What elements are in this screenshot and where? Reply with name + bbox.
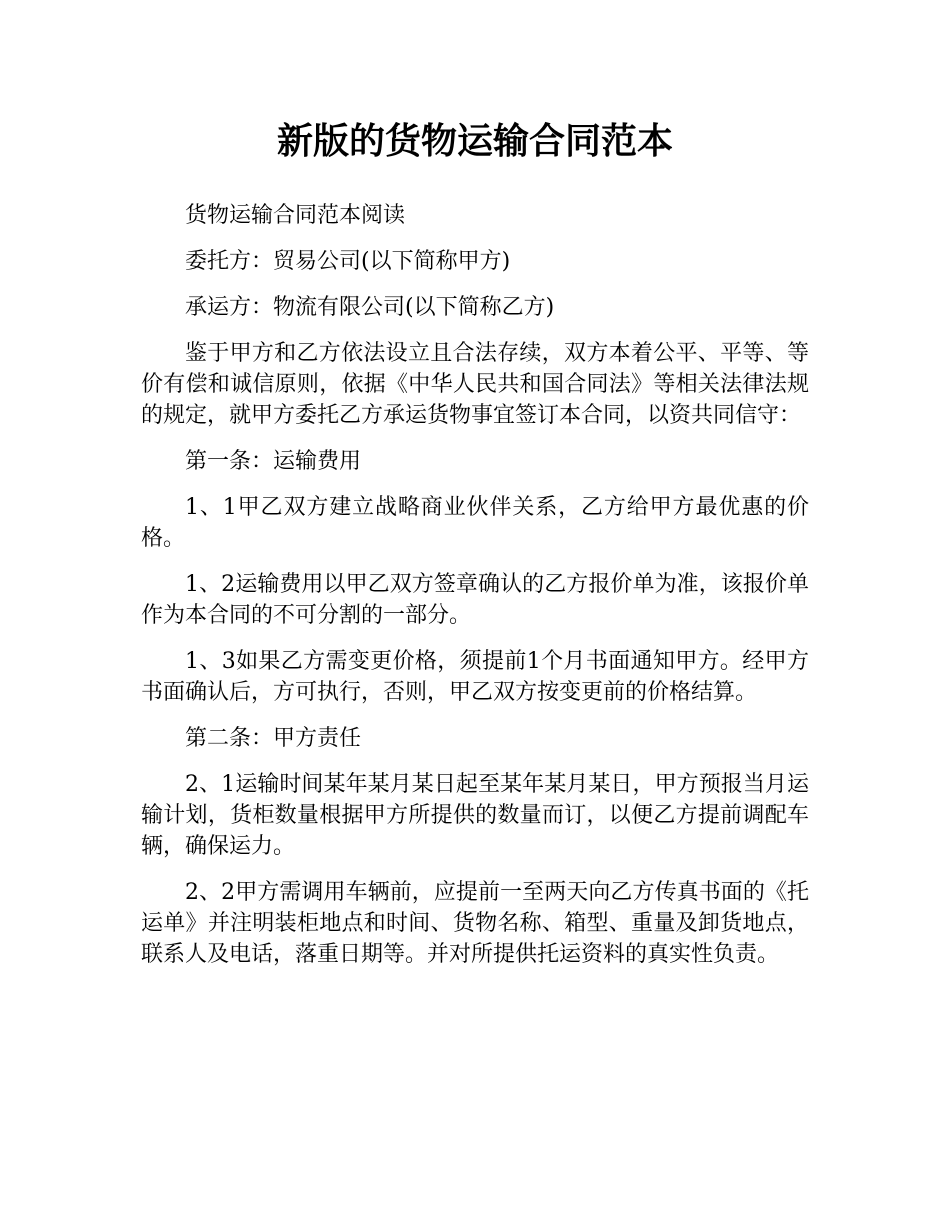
clause-1-3: 1、3如果乙方需变更价格，须提前1个月书面通知甲方。经甲方书面确认后，方可执行，否则，甲乙双方按变更前的价格结算。 xyxy=(141,649,809,705)
section-heading-article-2: 第二条：甲方责任 xyxy=(185,726,362,751)
paragraph-carrier: 承运方：物流有限公司(以下简称乙方) xyxy=(185,295,555,320)
clause-1-1: 1、1甲乙双方建立战略商业伙伴关系，乙方给甲方最优惠的价格。 xyxy=(141,495,809,551)
paragraph-client: 委托方：贸易公司(以下简称甲方) xyxy=(185,249,511,274)
paragraph-preamble: 鉴于甲方和乙方依法设立且合法存续，双方本着公平、平等、等价有偿和诚信原则，依据《中华人民共和国合同法》等相关法律法规的规定，就甲方委托乙方承运货物事宜签订本合同，以资共同信守： xyxy=(141,341,809,428)
clause-1-2: 1、2运输费用以甲乙双方签章确认的乙方报价单为准，该报价单作为本合同的不可分割的一部分。 xyxy=(141,572,809,628)
paragraph-intro: 货物运输合同范本阅读 xyxy=(185,203,406,228)
clause-2-1: 2、1运输时间某年某月某日起至某年某月某日，甲方预报当月运输计划，货柜数量根据甲方所提供的数量而订，以便乙方提前调配车辆，确保运力。 xyxy=(141,772,809,859)
document-body xyxy=(141,200,809,985)
clause-2-2: 2、2甲方需调用车辆前，应提前一至两天向乙方传真书面的《托运单》并注明装柜地点和时间、货物名称、箱型、重量及卸货地点，联系人及电话，落重日期等。并对所提供托运资料的真实性负责。 xyxy=(141,880,809,967)
section-heading-article-1: 第一条：运输费用 xyxy=(185,449,362,474)
document-title: 新版的货物运输合同范本 xyxy=(276,121,673,162)
